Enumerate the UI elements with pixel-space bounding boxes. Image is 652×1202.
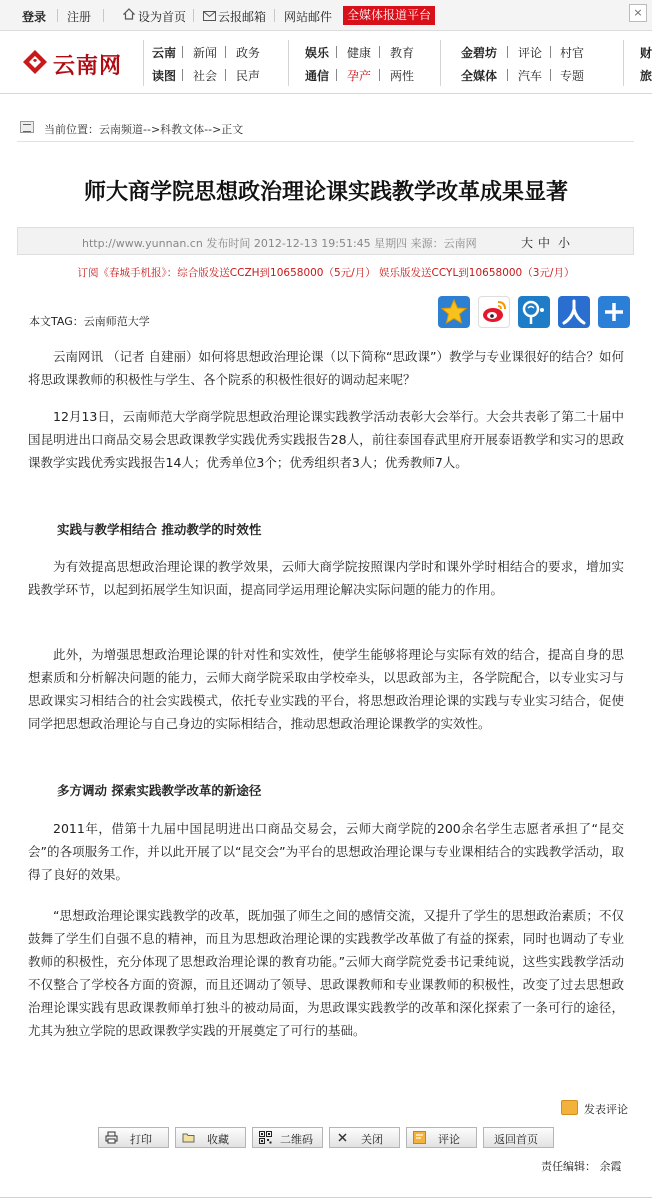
comment-icon bbox=[413, 1131, 426, 1144]
nav-item-finance[interactable]: 财 bbox=[640, 46, 652, 60]
breadcrumb bbox=[17, 117, 634, 139]
nav-item-comments[interactable]: 评论 bbox=[518, 46, 543, 60]
comment-icon bbox=[561, 1100, 578, 1115]
site-mail-link[interactable]: 网站邮件 bbox=[284, 10, 333, 24]
nav-divider bbox=[336, 69, 337, 81]
qrcode-icon bbox=[259, 1131, 272, 1144]
font-size-small[interactable]: 小 bbox=[558, 236, 571, 250]
home-icon bbox=[123, 8, 135, 23]
divider bbox=[274, 9, 275, 22]
folder-icon bbox=[182, 1131, 195, 1144]
mailbox-link[interactable]: 云报邮箱 bbox=[218, 10, 267, 24]
location-icon bbox=[20, 121, 34, 133]
nav-item-entertainment[interactable]: 娱乐 bbox=[305, 46, 330, 60]
nav-item-relationships[interactable]: 两性 bbox=[390, 69, 415, 83]
nav-item-health[interactable]: 健康 bbox=[347, 46, 372, 60]
nav-item-pregnancy[interactable]: 孕产 bbox=[347, 69, 372, 83]
nav-item-auto[interactable]: 汽车 bbox=[518, 69, 543, 83]
nav-divider bbox=[182, 69, 183, 81]
nav-divider bbox=[225, 69, 226, 81]
nav-item-jinbifang[interactable]: 金碧坊 bbox=[461, 46, 498, 60]
share-weibo-icon[interactable] bbox=[478, 296, 510, 328]
close-label: 关闭 bbox=[361, 1133, 383, 1146]
media-platform-button[interactable]: 全媒体报道平台 bbox=[343, 6, 435, 25]
divider bbox=[103, 9, 104, 22]
share-qzone-icon[interactable] bbox=[438, 296, 470, 328]
header-divider bbox=[440, 40, 441, 86]
login-link[interactable]: 登录 bbox=[22, 10, 47, 24]
back-home-label: 返回首页 bbox=[494, 1133, 538, 1146]
article-meta: http://www.yunnan.cn 发布时间 2012-12-13 19:51:45 星期四 来源：云南网 bbox=[82, 237, 477, 250]
header-divider bbox=[623, 40, 624, 86]
comment-label: 评论 bbox=[438, 1133, 460, 1146]
close-button[interactable] bbox=[329, 1127, 400, 1148]
nav-item-yunnan[interactable]: 云南 bbox=[152, 46, 177, 60]
nav-item-telecom[interactable]: 通信 bbox=[305, 69, 330, 83]
nav-divider bbox=[379, 46, 380, 58]
article-subheading: 多方调动 探索实践教学改革的新途径 bbox=[57, 783, 262, 798]
favorite-label: 收藏 bbox=[207, 1133, 229, 1146]
mail-icon bbox=[203, 10, 216, 24]
subscribe-mobile-news[interactable]: 订阅《春城手机报》：综合版发送CCZH到10658000（5元/月） 娱乐版发送CCYL到10658000（3元/月） bbox=[77, 267, 575, 279]
close-x-icon bbox=[336, 1131, 349, 1144]
font-size-large[interactable]: 大 bbox=[521, 236, 534, 250]
nav-item-government[interactable]: 政务 bbox=[236, 46, 261, 60]
nav-divider bbox=[550, 69, 551, 81]
qrcode-label: 二维码 bbox=[280, 1133, 313, 1146]
article-paragraph: 为有效提高思想政治理论课的教学效果，云师大商学院按照课内学时和课外学时相结合的要求，增加实践教学环节，以起到拓展学生知识面，提高同学运用理论解决实际问题的能力的作用。 bbox=[28, 559, 624, 597]
nav-item-news[interactable]: 新闻 bbox=[193, 46, 218, 60]
share-tencent-icon[interactable] bbox=[518, 296, 550, 328]
article-meta-bar bbox=[17, 227, 634, 255]
header-divider bbox=[288, 40, 289, 86]
close-icon[interactable]: × bbox=[629, 4, 647, 22]
nav-item-topics[interactable]: 专题 bbox=[560, 69, 585, 83]
nav-item-all-media[interactable]: 全媒体 bbox=[461, 69, 498, 83]
printer-icon bbox=[105, 1131, 118, 1144]
article-subheading: 实践与教学相结合 推动教学的时效性 bbox=[57, 522, 262, 537]
share-renren-icon[interactable] bbox=[558, 296, 590, 328]
comment-button[interactable] bbox=[406, 1127, 477, 1148]
nav-item-photos[interactable]: 读图 bbox=[152, 69, 177, 83]
divider bbox=[193, 9, 194, 22]
back-home-button[interactable] bbox=[483, 1127, 554, 1148]
nav-divider bbox=[225, 46, 226, 58]
article-paragraph: 12月13日，云南师范大学商学院思想政治理论课实践教学活动表彰大会举行。大会共表彰了第二十届中国昆明进出口商品交易会思政课教学实践优秀实践报告28人，前往泰国春武里府开展泰语教学和实习的思政课教学实践优秀实践报告14人；优秀单位3个；优秀组织者3人；优秀教师7人。 bbox=[28, 409, 624, 470]
article-paragraph: “思想政治理论课实践教学的改革，既加强了师生之间的感情交流，又提升了学生的思想政治素质；不仅鼓舞了学生们自强不息的精神，而且为思想政治理论课的实践教学改革做了有益的探索，同时也调动了专业教师的积极性，充分体现了思想政治理论课的教育功能。”云师大商学院党委书记秉纯说，这些实践教学活动不仅整合了学校各方面的资源，而且还调动了领导、思政课教师和专业课教师的积极性，改变了过去思想政治理论课实践有思政课教师单打独斗的被动局面，为思政课实践教学的改革和深化探索了一条可行的途径，尤其为独立学院的思政课教学实践的开展奠定了可行的基础。 bbox=[28, 908, 624, 1038]
nav-divider bbox=[182, 46, 183, 58]
post-comment-label: 发表评论 bbox=[584, 1103, 628, 1116]
responsible-editor: 责任编辑： 余霞 bbox=[541, 1160, 622, 1173]
qrcode-button[interactable] bbox=[252, 1127, 323, 1148]
nav-divider bbox=[336, 46, 337, 58]
article-paragraph: 2011年，借第十九届中国昆明进出口商品交易会，云师大商学院的200余名学生志愿者承担了“昆交会”的各项服务工作，并以此开展了以“昆交会”为平台的思想政治理论课与专业课相结合的实践教学活动，取得了良好的效果。 bbox=[28, 821, 624, 882]
nav-item-village-officials[interactable]: 村官 bbox=[560, 46, 585, 60]
top-bar bbox=[0, 0, 652, 31]
nav-item-public-voice[interactable]: 民声 bbox=[236, 69, 261, 83]
divider bbox=[0, 1197, 652, 1198]
nav-divider bbox=[507, 69, 508, 81]
nav-item-society[interactable]: 社会 bbox=[193, 69, 218, 83]
print-button[interactable] bbox=[98, 1127, 169, 1148]
header-divider bbox=[143, 40, 144, 86]
share-more-icon[interactable] bbox=[598, 296, 630, 328]
article-paragraph: 云南网讯 （记者 自建丽）如何将思想政治理论课（以下简称“思政课”）教学与专业课很好的结合？如何将思政课教师的积极性与学生、各个院系的积极性很好的调动起来呢？ bbox=[28, 349, 624, 387]
favorite-button[interactable] bbox=[175, 1127, 246, 1148]
set-home-link[interactable]: 设为首页 bbox=[138, 10, 187, 24]
site-header bbox=[0, 32, 652, 94]
nav-divider bbox=[550, 46, 551, 58]
article-tag: 本文TAG：云南师范大学 bbox=[29, 315, 150, 328]
font-size-medium[interactable]: 中 bbox=[538, 236, 551, 250]
logo-text: 云南网 bbox=[53, 53, 123, 79]
divider bbox=[17, 141, 634, 142]
article-paragraph: 此外，为增强思想政治理论课的针对性和实效性，使学生能够将理论与实际有效的结合，提高自身的思想素质和分析解决问题的能力，云师大商学院采取由学校牵头，以思政部为主，各学院配合，以专业实习与思政课实习相结合的社会实践模式，依托专业实践的平台，将思想政治理论课的实践与专业实习结合，促使同学把思想政治理论与自己身边的实际相结合，推动思想政治理论课教学的实效性。 bbox=[28, 647, 624, 731]
nav-divider bbox=[379, 69, 380, 81]
print-label: 打印 bbox=[130, 1133, 152, 1146]
register-link[interactable]: 注册 bbox=[67, 10, 92, 24]
article-title: 师大商学院思想政治理论课实践教学改革成果显著 bbox=[83, 179, 568, 205]
nav-item-education[interactable]: 教育 bbox=[390, 46, 415, 60]
breadcrumb-text[interactable]: 当前位置：云南频道-->科教文体-->正文 bbox=[44, 123, 244, 136]
divider bbox=[57, 9, 58, 22]
nav-item-travel[interactable]: 旅 bbox=[640, 69, 652, 83]
logo-icon bbox=[21, 48, 49, 76]
nav-divider bbox=[507, 46, 508, 58]
